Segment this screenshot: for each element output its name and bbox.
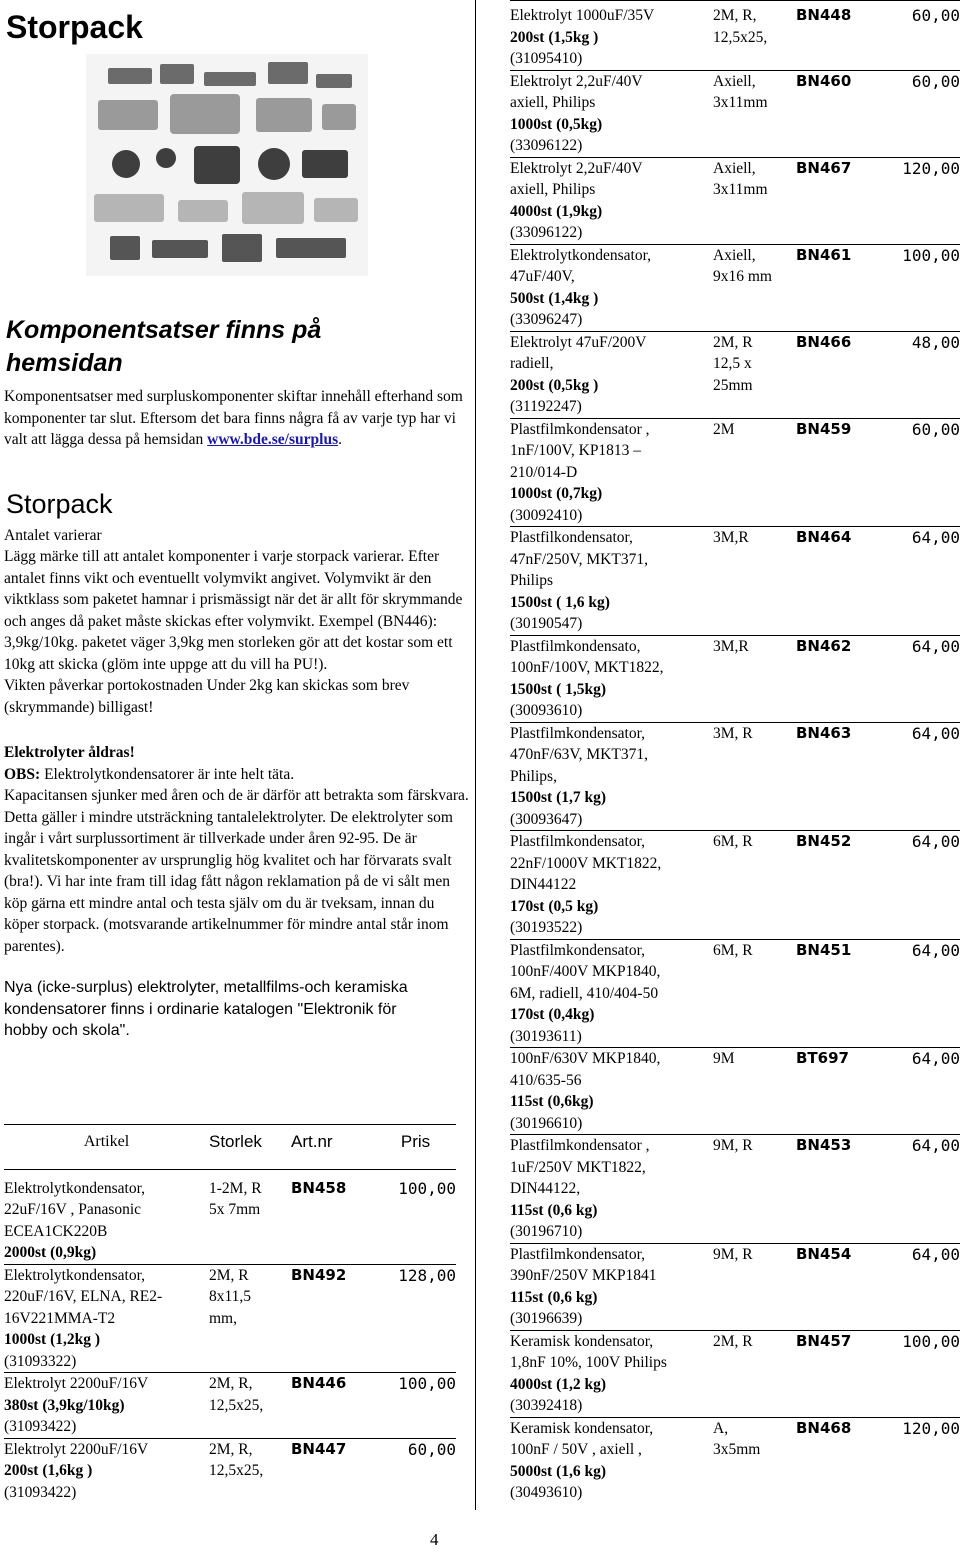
item-artnr: BN453	[796, 1136, 852, 1154]
item-reference: (30092410)	[510, 506, 583, 524]
cell-line: 2M, R,	[209, 1440, 253, 1458]
item-size	[713, 527, 796, 636]
table-row	[510, 527, 960, 636]
item-price: 64,00	[911, 1049, 960, 1068]
cell-line: 25mm	[713, 376, 753, 394]
item-description	[4, 1373, 209, 1439]
item-artnr: BN492	[291, 1265, 347, 1284]
page-title: Storpack	[6, 9, 143, 45]
item-price: 120,00	[902, 158, 960, 178]
item-price: 60,00	[911, 71, 960, 91]
cell-line: 9M, R	[713, 1137, 753, 1154]
item-description	[510, 331, 713, 418]
item-quantity: 4000st (1,2 kg)	[510, 1375, 607, 1393]
cell-line: ECEA1CK220B	[4, 1222, 108, 1240]
header-artnr: Art.nr	[291, 1132, 333, 1151]
table-row	[510, 331, 960, 418]
cell-line: 100nF / 50V , axiell ,	[510, 1441, 642, 1458]
table-row	[4, 1373, 456, 1439]
item-description	[510, 1048, 713, 1135]
cell-line: 1-2M, R	[209, 1179, 262, 1197]
item-size	[713, 939, 796, 1048]
cell-line: Philips	[510, 572, 554, 589]
item-quantity: 115st (0,6kg)	[510, 1093, 594, 1110]
item-artnr: BN451	[796, 940, 852, 959]
item-quantity: 1000st (1,2kg )	[4, 1331, 101, 1348]
item-description	[510, 635, 713, 722]
item-size	[713, 635, 796, 722]
item-size	[713, 331, 796, 418]
item-quantity: 1500st ( 1,5kg)	[510, 680, 607, 698]
item-quantity: 170st (0,4kg)	[510, 1006, 595, 1023]
cell-line: 9M	[713, 1050, 735, 1067]
cell-line: Plastfilmkondensator,	[510, 1245, 645, 1263]
item-artnr: BN462	[796, 636, 852, 655]
cell-line: 47nF/250V, MKT371,	[510, 550, 648, 568]
storpack-weight-text: Vikten påverkar portokostnaden Under 2kg kan skickas som brev (skrymmande) billigast!	[4, 677, 410, 716]
item-price: 64,00	[911, 528, 960, 547]
storpack-subheading: Antalet varierar	[4, 526, 102, 544]
item-description	[510, 831, 713, 940]
page-number: 4	[430, 1530, 439, 1549]
cell-line: 6M, radiell, 410/404-50	[510, 984, 659, 1002]
item-price: 64,00	[911, 723, 960, 743]
components-photo-illustration	[86, 54, 368, 276]
header-artikel: Artikel	[83, 1133, 130, 1150]
cell-line: Elektrolyt 47uF/200V	[510, 333, 647, 351]
item-price: 100,00	[902, 245, 960, 265]
item-artnr: BN468	[796, 1418, 852, 1437]
electrolytes-text: Kapacitansen sjunker med åren och de är därför att betrakta som färskvara. Detta gäller i mindre utsträckning tantalelektrolyter. De elektrolyter som ingår i vårt surplussortiment är tillverkade under åren 92-95. De är kvalitetskomponenter av ursprunglig hög kvalitet och har förvarats svalt (bra!). Vi har inte fram till idag fått någon reklamation på de vi sålt men köp gärna ett mindre antal och testa själv om du är tveksam, innan du köper storpack. (motsvarande artikelnummer för mindre antal står inom parentes).	[4, 787, 469, 955]
item-price: 64,00	[911, 832, 960, 851]
item-reference: (30093647)	[510, 810, 583, 828]
item-artnr: BN446	[291, 1374, 347, 1392]
cell-line: axiell, Philips	[510, 181, 596, 198]
item-artnr: BN447	[291, 1439, 347, 1458]
section-components-text: Komponentsatser med surpluskomponenter skiftar innehåll efterhand som komponenter tar slut. Eftersom det bara finns några få av varje typ har vi valt att lägga dessa på hemsidan www.bde.se/surplus.	[4, 388, 463, 448]
item-quantity: 1000st (0,7kg)	[510, 485, 603, 502]
item-artnr: BN467	[796, 158, 852, 177]
item-price: 60,00	[911, 6, 960, 25]
cell-line: Elektrolyt 2200uF/16V	[4, 1375, 149, 1392]
table-row	[510, 1417, 960, 1504]
item-size	[713, 831, 796, 940]
table-row	[510, 418, 960, 527]
item-reference: (30190547)	[510, 615, 583, 632]
cell-line: 8x11,5	[209, 1288, 252, 1305]
item-description	[510, 418, 713, 527]
cell-line: Elektrolyt 2,2uF/40V	[510, 72, 643, 90]
table-row	[510, 244, 960, 331]
cell-line: Axiell,	[713, 72, 756, 90]
item-artnr: BN459	[796, 419, 852, 438]
electrolytes-obs: OBS: Elektrolytkondensatorer är inte helt täta.	[4, 765, 295, 783]
item-artnr: BN457	[796, 1331, 852, 1350]
item-quantity: 5000st (1,6 kg)	[510, 1462, 607, 1480]
table-row	[510, 722, 960, 831]
item-description	[510, 939, 713, 1048]
item-price: 64,00	[911, 940, 960, 960]
item-price: 64,00	[911, 1244, 960, 1264]
item-size	[209, 1264, 291, 1373]
item-artnr: BN448	[796, 6, 852, 24]
cell-line: mm,	[209, 1309, 237, 1327]
item-reference: (30196610)	[510, 1114, 583, 1132]
item-artnr: BT697	[796, 1049, 849, 1067]
table-row	[510, 1135, 960, 1244]
item-size	[713, 244, 796, 331]
item-reference: (31095410)	[510, 50, 583, 67]
item-reference: (30493610)	[510, 1484, 583, 1501]
item-price: 48,00	[911, 332, 960, 352]
cell-line: Keramisk kondensator,	[510, 1332, 654, 1350]
catalog-note: Nya (icke-surplus) elektrolyter, metallfilms-och keramiska kondensatorer finns i ordinarie katalogen "Elektronik för hobby och skola".	[4, 979, 408, 1039]
item-reference: (33096122)	[510, 137, 583, 154]
item-artnr: BN461	[796, 245, 852, 264]
item-price: 100,00	[398, 1178, 456, 1198]
table-row	[510, 939, 960, 1048]
item-size	[713, 1330, 796, 1417]
item-quantity: 1500st (1,7 kg)	[510, 789, 607, 806]
cell-line: 12,5x25,	[209, 1396, 264, 1414]
table-row	[510, 1330, 960, 1417]
item-artnr: BN466	[796, 332, 852, 351]
item-price: 64,00	[911, 1136, 960, 1155]
cell-line: Plastfilmkondensator,	[510, 941, 645, 959]
cell-line: 3x11mm	[713, 181, 768, 198]
item-size	[713, 418, 796, 527]
item-size	[713, 1243, 796, 1330]
item-size	[713, 70, 796, 157]
cell-line: Axiell,	[713, 246, 756, 264]
item-description	[510, 1330, 713, 1417]
cell-line: A,	[713, 1419, 729, 1437]
cell-line: 6M, R	[713, 941, 753, 959]
item-reference: (31093322)	[4, 1352, 77, 1370]
cell-line: 9x16 mm	[713, 268, 772, 285]
item-size	[713, 1048, 796, 1135]
cell-line: 3M, R	[713, 724, 753, 742]
item-size	[713, 722, 796, 831]
cell-line: Elektrolyt 2200uF/16V	[4, 1440, 149, 1458]
item-quantity: 4000st (1,9kg)	[510, 202, 603, 220]
item-price: 60,00	[911, 419, 960, 439]
item-size	[713, 157, 796, 244]
item-price: 64,00	[911, 636, 960, 656]
item-description	[510, 1, 713, 71]
cell-line: 12,5x25,	[209, 1462, 264, 1479]
item-quantity: 1000st (0,5kg)	[510, 115, 603, 133]
section-heading-storpack: Storpack	[6, 488, 113, 519]
item-size	[209, 1438, 291, 1503]
item-description	[510, 527, 713, 636]
cell-line: 3x11mm	[713, 94, 768, 111]
cell-line: 100nF/630V MKP1840,	[510, 1050, 661, 1067]
item-size	[713, 1135, 796, 1244]
cell-line: 3M,R	[713, 637, 749, 655]
item-price: 128,00	[398, 1265, 456, 1285]
section-heading-electrolytes: Elektrolyter åldras!	[4, 744, 135, 761]
cell-line: DIN44122	[510, 876, 577, 893]
cell-line: 2M, R	[713, 1332, 753, 1350]
cell-line: 2M	[713, 420, 735, 438]
cell-line: 12,5 x	[713, 355, 752, 372]
cell-line: 100nF/400V MKP1840,	[510, 963, 661, 980]
cell-line: Plastfilmkondensator,	[510, 724, 645, 742]
item-description	[510, 1243, 713, 1330]
cell-line: Plastfilmkondensator,	[510, 833, 645, 850]
product-table-right	[510, 0, 960, 1504]
table-row	[510, 1243, 960, 1330]
cell-line: 22uF/16V , Panasonic	[4, 1201, 142, 1218]
item-description	[510, 157, 713, 244]
item-reference: (30196639)	[510, 1310, 583, 1327]
item-description	[510, 722, 713, 831]
item-size	[209, 1373, 291, 1439]
item-price: 100,00	[902, 1331, 960, 1351]
cell-line: Plastfilmkondensator ,	[510, 1137, 650, 1154]
cell-line: 6M, R	[713, 833, 753, 850]
item-quantity: 380st (3,9kg/10kg)	[4, 1396, 125, 1414]
item-quantity: 115st (0,6 kg)	[510, 1288, 598, 1306]
cell-line: Elektrolytkondensator,	[4, 1266, 145, 1284]
item-artnr: BN458	[291, 1178, 347, 1197]
item-artnr: BN452	[796, 832, 852, 850]
cell-line: Elektrolyt 1000uF/35V	[510, 7, 655, 24]
cell-line: Axiell,	[713, 159, 756, 177]
table-row	[510, 1, 960, 71]
cell-line: Plastfilkondensator,	[510, 529, 633, 546]
cell-line: 1nF/100V, KP1813 –	[510, 442, 642, 459]
item-quantity: 115st (0,6 kg)	[510, 1201, 598, 1219]
table-row	[510, 70, 960, 157]
item-reference: (31093422)	[4, 1418, 77, 1435]
cell-line: axiell, Philips	[510, 94, 596, 111]
item-reference: (30196710)	[510, 1223, 583, 1240]
cell-line: Philips,	[510, 767, 557, 785]
cell-line: 47uF/40V,	[510, 268, 575, 285]
item-reference: (31093422)	[4, 1483, 77, 1501]
table-row	[510, 157, 960, 244]
cell-line: 16V221MMA-T2	[4, 1309, 116, 1327]
storpack-text: Lägg märke till att antalet komponenter i varje storpack varierar. Efter antalet finns vikt och eventuellt volymvikt angivet. Volymvikt är den viktklass som paketet hamnar i prismässigt när det är allt för skrymmande och anges då paket måste skickas efter volymvikt. Exempel (BN446): 3,9kg/10kg. paketet väger 3,9kg men storleken gör att det kostar som ett 10kg att skicka (glöm inte uppge att du vill ha PU!).	[4, 548, 463, 673]
column-divider	[475, 0, 476, 1510]
cell-line: 22nF/1000V MKT1822,	[510, 854, 662, 872]
item-description	[510, 1135, 713, 1244]
table-row	[4, 1169, 456, 1264]
item-description	[510, 244, 713, 331]
item-quantity: 500st (1,4kg )	[510, 289, 599, 307]
table-row	[510, 1048, 960, 1135]
item-quantity: 200st (0,5kg )	[510, 376, 599, 394]
item-quantity: 170st (0,5 kg)	[510, 897, 599, 915]
item-reference: (30193522)	[510, 919, 583, 936]
item-reference: (33096247)	[510, 311, 583, 328]
item-quantity: 200st (1,5kg )	[510, 28, 599, 46]
cell-line: 5x 7mm	[209, 1201, 261, 1218]
item-quantity: 2000st (0,9kg)	[4, 1244, 97, 1261]
item-description	[510, 1417, 713, 1504]
item-size	[713, 1417, 796, 1504]
item-description	[4, 1438, 209, 1503]
cell-line: 2M, R	[209, 1266, 249, 1284]
cell-line: 1uF/250V MKT1822,	[510, 1158, 646, 1176]
item-description	[4, 1264, 209, 1373]
item-size	[209, 1169, 291, 1264]
cell-line: Elektrolyt 2,2uF/40V	[510, 159, 643, 177]
cell-line: 390nF/250V MKP1841	[510, 1267, 657, 1284]
item-reference: (31192247)	[510, 398, 582, 415]
table-row	[4, 1438, 456, 1503]
header-pris: Pris	[400, 1132, 431, 1151]
table-row	[510, 635, 960, 722]
section-heading-components: Komponentsatser finns på hemsidan	[6, 316, 322, 377]
cell-line: 100nF/100V, MKT1822,	[510, 659, 664, 676]
cell-line: 3x5mm	[713, 1441, 761, 1458]
table-row	[4, 1264, 456, 1373]
item-artnr: BN460	[796, 71, 852, 90]
item-description	[4, 1169, 209, 1264]
cell-line: 220uF/16V, ELNA, RE2-	[4, 1288, 163, 1305]
cell-line: 210/014-D	[510, 463, 578, 481]
cell-line: 3M,R	[713, 529, 749, 546]
item-reference: (30392418)	[510, 1397, 583, 1414]
item-artnr: BN463	[796, 723, 852, 742]
table-row	[510, 831, 960, 940]
item-reference: (30193611)	[510, 1027, 582, 1045]
cell-line: DIN44122,	[510, 1180, 581, 1197]
header-storlek: Storlek	[209, 1132, 262, 1151]
cell-line: radiell,	[510, 355, 554, 372]
surplus-link[interactable]: www.bde.se/surplus	[207, 431, 339, 448]
cell-line: 12,5x25,	[713, 28, 768, 46]
cell-line: 2M, R,	[713, 7, 757, 24]
cell-line: Keramisk kondensator,	[510, 1419, 654, 1437]
item-quantity: 200st (1,6kg )	[4, 1462, 93, 1479]
cell-line: 9M, R	[713, 1245, 753, 1263]
table-header-row	[4, 1125, 456, 1170]
cell-line: 2M, R,	[209, 1375, 253, 1392]
item-quantity: 1500st ( 1,6 kg)	[510, 593, 610, 611]
item-artnr: BN454	[796, 1244, 852, 1263]
cell-line: 2M, R	[713, 333, 753, 351]
cell-line: 1,8nF 10%, 100V Philips	[510, 1354, 667, 1371]
product-table-left	[4, 1124, 456, 1503]
item-reference: (30093610)	[510, 702, 583, 719]
cell-line: Elektrolytkondensator,	[4, 1179, 145, 1197]
cell-line: Plastfilmkondensator ,	[510, 420, 650, 438]
cell-line: 470nF/63V, MKT371,	[510, 746, 648, 763]
left-column	[4, 0, 470, 1501]
cell-line: Elektrolytkondensator,	[510, 246, 651, 264]
item-artnr: BN464	[796, 528, 852, 546]
item-price: 60,00	[407, 1439, 456, 1459]
components-photo	[86, 54, 368, 276]
cell-line: 410/635-56	[510, 1071, 582, 1089]
item-size	[713, 1, 796, 71]
item-price: 120,00	[902, 1418, 960, 1438]
cell-line: Plastfilmkondensato,	[510, 637, 641, 655]
item-price: 100,00	[398, 1374, 456, 1393]
item-description	[510, 70, 713, 157]
item-reference: (33096122)	[510, 224, 583, 241]
